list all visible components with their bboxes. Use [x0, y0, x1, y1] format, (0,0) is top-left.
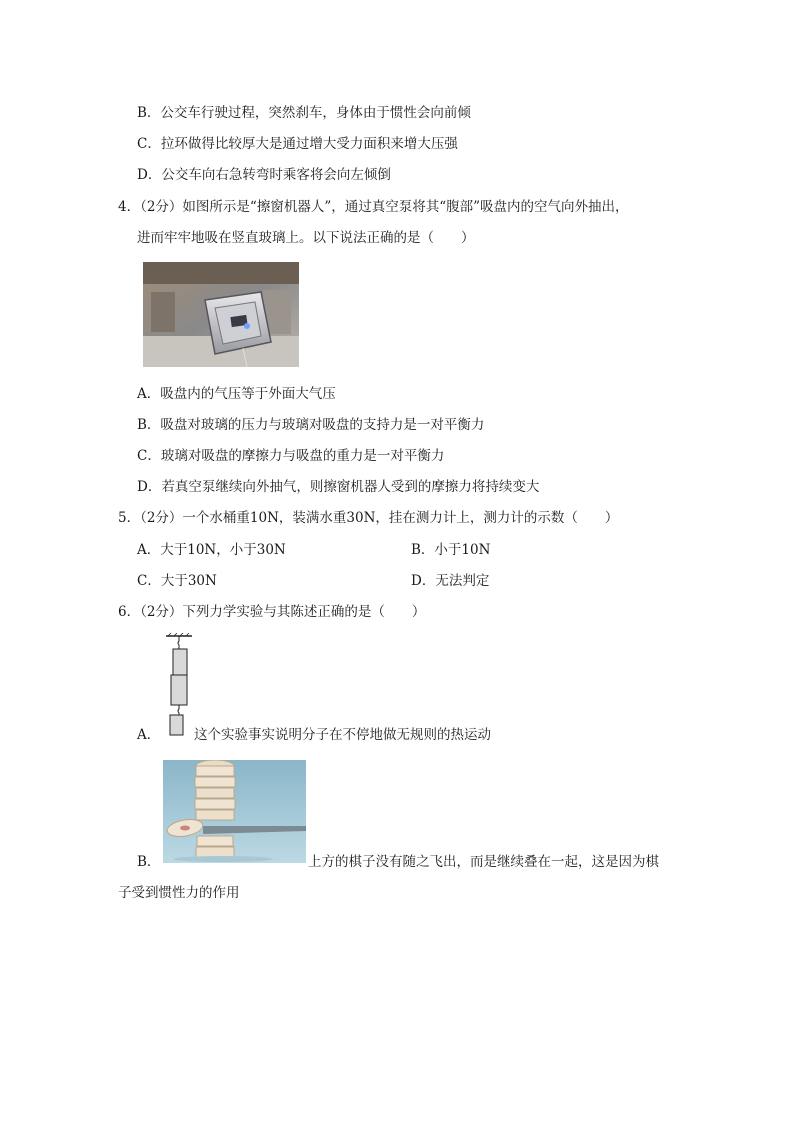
q4-option-c: C．玻璃对吸盘的摩擦力与吸盘的重力是一对平衡力 [137, 448, 445, 464]
q6-stem: 6．（2分）下列力学实验与其陈述正确的是（ ） [118, 604, 426, 620]
q5-option-a: A．大于10N，小于30N [137, 542, 286, 558]
window-cleaning-robot-photo [143, 262, 299, 367]
lead-cylinders-figure [164, 633, 194, 739]
q6-option-a-label: A． [137, 727, 161, 743]
q4-stem-line2: 进而牢牢地吸在竖直玻璃上。以下说法正确的是（ ） [137, 230, 475, 246]
q6-option-b-text: 上方的棋子没有随之飞出，而是继续叠在一起，这是因为棋 [308, 854, 659, 870]
q3-option-b: B．公交车行驶过程，突然刹车，身体由于惯性会向前倾 [137, 105, 471, 121]
q3-option-c: C．拉环做得比较厚大是通过增大受力面积来增大压强 [137, 136, 458, 152]
chess-pieces-inertia-photo [163, 760, 306, 863]
q4-option-d: D．若真空泵继续向外抽气，则擦窗机器人受到的摩擦力将持续变大 [137, 479, 540, 495]
q5-stem: 5．（2分）一个水桶重10N，装满水重30N，挂在测力计上，测力计的示数（ ） [118, 510, 619, 526]
q4-stem-line1: 4．（2分）如图所示是“擦窗机器人”，通过真空泵将其“腹部”吸盘内的空气向外抽出， [118, 199, 629, 215]
q3-option-d: D．公交车向右急转弯时乘客将会向左倾倒 [137, 167, 391, 183]
q5-option-c: C．大于30N [137, 573, 217, 589]
q6-option-b-label: B． [137, 854, 161, 870]
q4-option-a: A．吸盘内的气压等于外面大气压 [137, 386, 336, 402]
q5-option-d: D．无法判定 [411, 573, 490, 589]
q4-option-b: B．吸盘对玻璃的压力与玻璃对吸盘的支持力是一对平衡力 [137, 417, 485, 433]
q6-option-a-text: 这个实验事实说明分子在不停地做无规则的热运动 [194, 727, 491, 743]
q5-option-b: B．小于10N [411, 542, 491, 558]
q6-option-b-text-cont: 子受到惯性力的作用 [118, 885, 240, 901]
